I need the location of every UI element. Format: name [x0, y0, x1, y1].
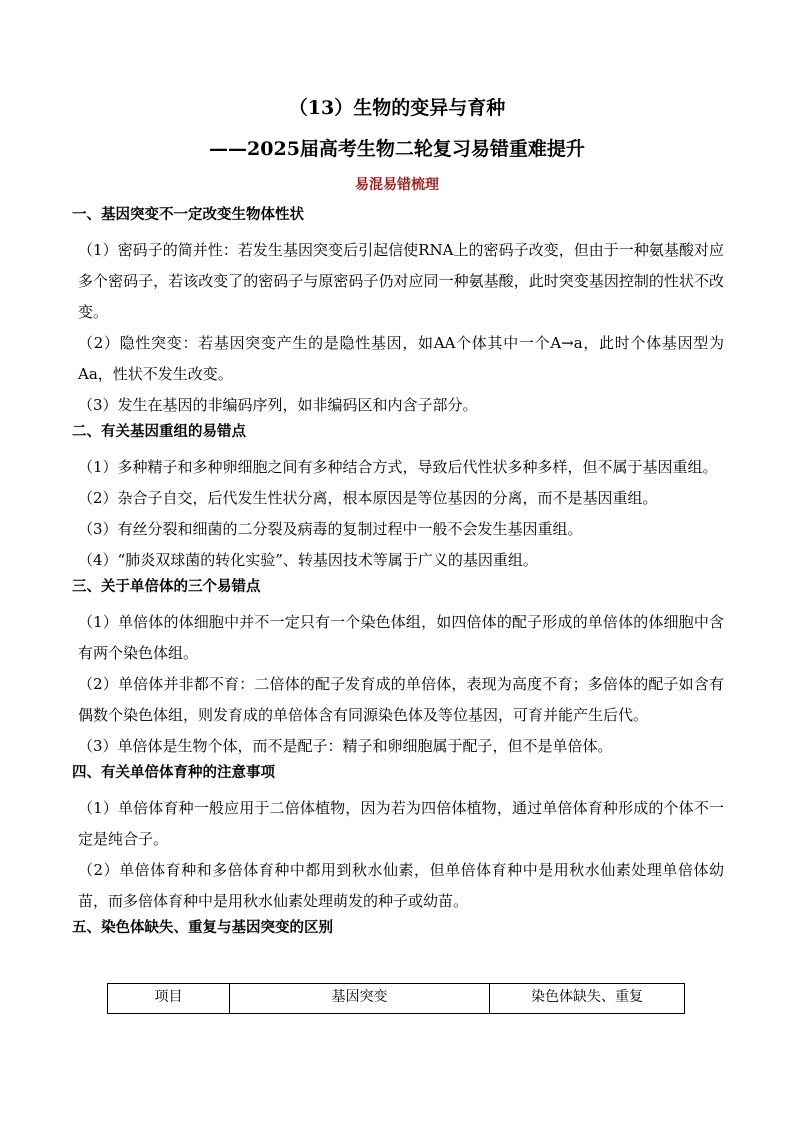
section-heading: 三、关于单倍体的三个易错点 — [72, 578, 261, 595]
paragraph: （3）发生在基因的非编码序列，如非编码区和内含子部分。 — [78, 396, 478, 414]
paragraph: （2）隐性突变：若基因突变产生的是隐性基因，如AA个体其中一个A→a，此时个体基因型为Aa，性状不发生改变。 — [78, 334, 724, 383]
section-heading: 五、染色体缺失、重复与基因突变的区别 — [72, 919, 333, 936]
paragraph: （1）单倍体育种一般应用于二倍体植物，因为若为四倍体植物，通过单倍体育种形成的个体不一定是纯合子。 — [78, 799, 724, 848]
comparison-table — [107, 983, 685, 1014]
paragraph: （3）单倍体是生物个体，而不是配子：精子和卵细胞属于配子，但不是单倍体。 — [78, 737, 613, 755]
section-heading: 一、基因突变不一定改变生物体性状 — [72, 206, 304, 223]
paragraph: （3）有丝分裂和细菌的二分裂及病毒的复制过程中一般不会发生基因重组。 — [78, 520, 583, 538]
table-header-cell: 染色体缺失、重复 — [531, 989, 643, 1005]
paragraph: （2）单倍体育种和多倍体育种中都用到秋水仙素，但单倍体育种中是用秋水仙素处理单倍体幼苗，而多倍体育种中是用秋水仙素处理萌发的种子或幼苗。 — [78, 861, 724, 910]
document-title: （13）生物的变异与育种 — [288, 97, 506, 119]
document-subtitle: ——2025届高考生物二轮复习易错重难提升 — [209, 138, 585, 160]
section-heading: 二、有关基因重组的易错点 — [72, 423, 246, 440]
section-label: 易混易错梳理 — [355, 177, 439, 193]
paragraph: （1）多种精子和多种卵细胞之间有多种结合方式，导致后代性状多种多样，但不属于基因重组。 — [78, 458, 718, 476]
content-body — [72, 204, 724, 948]
paragraph: （4）“肺炎双球菌的转化实验”、转基因技术等属于广义的基因重组。 — [78, 551, 538, 569]
paragraph: （1）单倍体的体细胞中并不一定只有一个染色体组，如四倍体的配子形成的单倍体的体细胞中含有两个染色体组。 — [78, 613, 724, 662]
table-header-cell: 基因突变 — [230, 984, 490, 1013]
table-header-cell: 项目 — [108, 984, 230, 1013]
paragraph: （2）杂合子自交，后代发生性状分离，根本原因是等位基因的分离，而不是基因重组。 — [78, 489, 658, 507]
paragraph: （2）单倍体并非都不育：二倍体的配子发育成的单倍体，表现为高度不育；多倍体的配子如含有偶数个染色体组，则发育成的单倍体含有同源染色体及等位基因，可育并能产生后代。 — [78, 675, 724, 724]
paragraph: （1）密码子的简并性：若发生基因突变后引起信使RNA上的密码子改变，但由于一种氨基酸对应多个密码子，若该改变了的密码子与原密码子仍对应同一种氨基酸，此时突变基因控制的性状不改变。 — [78, 241, 724, 321]
section-heading: 四、有关单倍体育种的注意事项 — [72, 764, 275, 781]
